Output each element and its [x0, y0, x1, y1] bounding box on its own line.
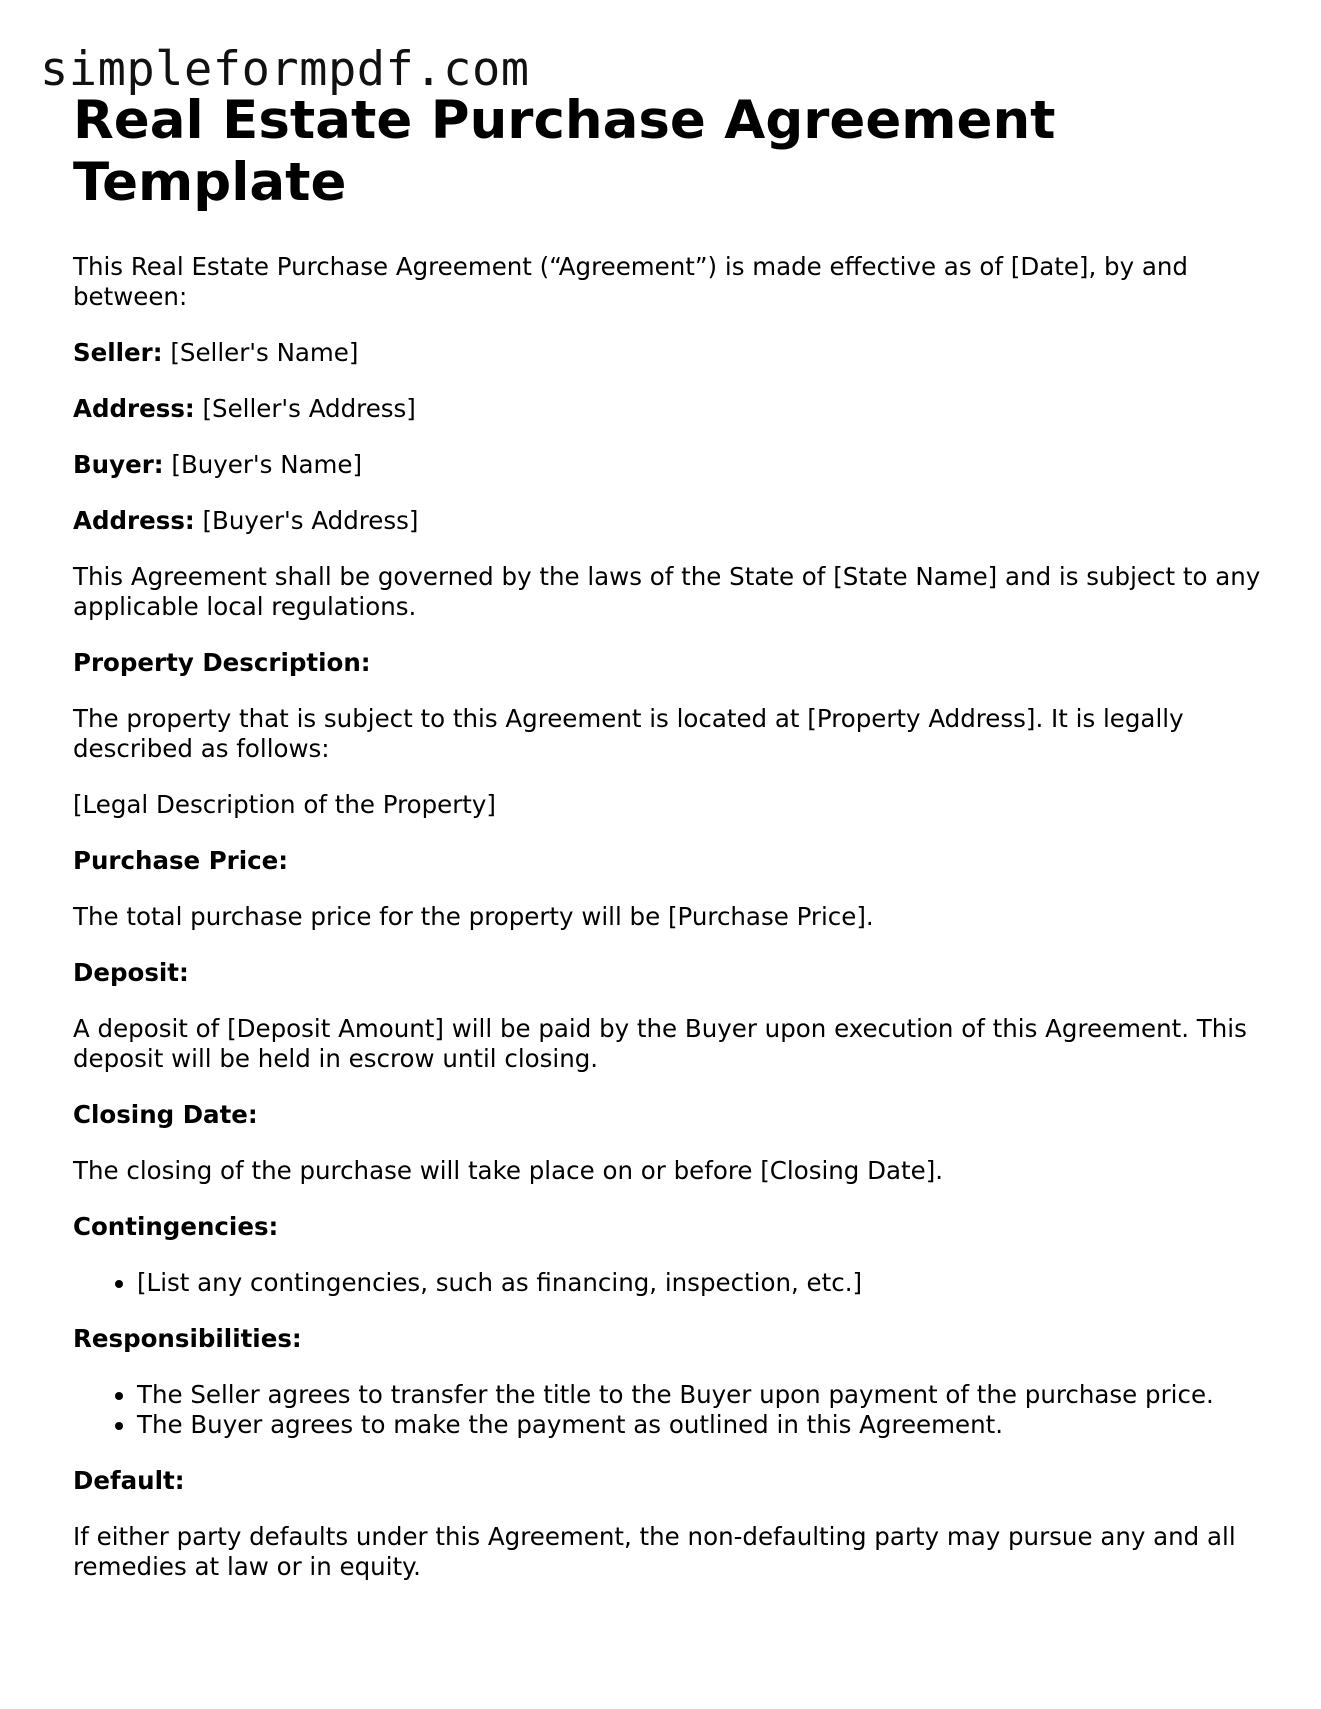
deposit-paragraph: A deposit of [Deposit Amount] will be paid by the Buyer upon execution of this Agreement. This deposit will be held in escrow until closing. [73, 1014, 1247, 1073]
property-paragraph: The property that is subject to this Agreement is located at [Property Address]. It is legally described as follows: [73, 704, 1184, 763]
purchase-price-paragraph: The total purchase price for the property will be [Purchase Price]. [73, 902, 874, 931]
contingencies-heading: Contingencies: [73, 1212, 279, 1241]
seller-name-line [73, 338, 1273, 368]
purchase-price-heading: Purchase Price: [73, 846, 289, 875]
document-title: Real Estate Purchase Agreement Template [73, 90, 1056, 213]
buyer-name-line [73, 450, 1273, 480]
seller-value: [Seller's Name] [162, 338, 359, 367]
list-item: • The Buyer agrees to make the payment as outlined in this Agreement. [137, 1410, 1273, 1440]
buyer-address-value: [Buyer's Address] [194, 506, 419, 535]
responsibilities-list [73, 1380, 1273, 1440]
legal-description: [Legal Description of the Property] [73, 790, 496, 819]
default-paragraph: If either party defaults under this Agreement, the non-defaulting party may pursue any and all remedies at law or in equity. [73, 1522, 1236, 1581]
seller-address-value: [Seller's Address] [194, 394, 416, 423]
default-heading: Default: [73, 1466, 185, 1495]
list-item: • [List any contingencies, such as financing, inspection, etc.] [137, 1268, 1273, 1298]
property-heading: Property Description: [73, 648, 371, 677]
buyer-value: [Buyer's Name] [163, 450, 363, 479]
watermark: simpleformpdf.com [40, 42, 530, 97]
governing-law-paragraph: This Agreement shall be governed by the laws of the State of [State Name] and is subject to any applicable local regulations. [73, 562, 1261, 621]
document-body [73, 90, 1273, 1608]
deposit-heading: Deposit: [73, 958, 189, 987]
seller-address-line [73, 394, 1273, 424]
contingencies-list [73, 1268, 1273, 1298]
buyer-address-label: Address: [73, 506, 195, 535]
closing-date-paragraph: The closing of the purchase will take place on or before [Closing Date]. [73, 1156, 944, 1185]
seller-address-label: Address: [73, 394, 195, 423]
seller-label: Seller: [73, 338, 163, 367]
buyer-label: Buyer: [73, 450, 164, 479]
responsibilities-heading: Responsibilities: [73, 1324, 302, 1353]
closing-date-heading: Closing Date: [73, 1100, 258, 1129]
intro-paragraph: This Real Estate Purchase Agreement (“Agreement”) is made effective as of [Date], by and between: [73, 252, 1188, 311]
buyer-address-line [73, 506, 1273, 536]
list-item: • The Seller agrees to transfer the title to the Buyer upon payment of the purchase price. [137, 1380, 1273, 1410]
